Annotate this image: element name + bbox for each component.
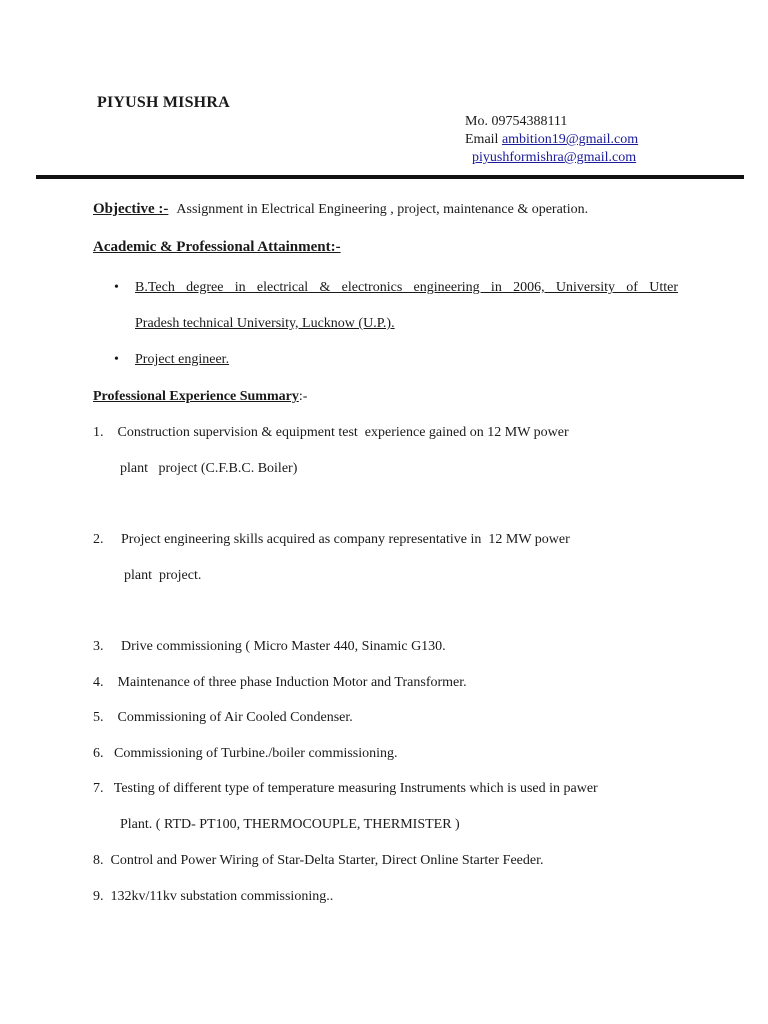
experience-item-4: 4. Maintenance of three phase Induction Motor and Transformer. <box>93 675 467 690</box>
academic-item-degree-line1: B.Tech degree in electrical & electronics engineering in 2006, University of Utter <box>135 280 678 295</box>
experience-heading-row <box>93 389 307 405</box>
experience-item-2-line2: plant project. <box>124 568 202 583</box>
experience-item-1-line2: plant project (C.F.B.C. Boiler) <box>120 461 298 476</box>
academic-item-role: Project engineer. <box>135 352 230 367</box>
objective-label: Objective :- <box>93 201 169 217</box>
email-link-primary[interactable]: ambition19@gmail.com <box>501 132 639 147</box>
experience-item-3: 3. Drive commissioning ( Micro Master 440, Sinamic G130. <box>93 639 446 654</box>
candidate-name: PIYUSH MISHRA <box>97 94 230 111</box>
academic-heading: Academic & Professional Attainment:- <box>93 239 341 255</box>
email-row-secondary <box>465 149 638 167</box>
mobile-number: Mo. 09754388111 <box>465 114 568 129</box>
resume-page: PIYUSH MISHRA Mo. 09754388111 Email ambition19@gmail.com piyushformishra@gmail.com Objective :- Assignment in Electrical Engineering , project, maintenance & operation. Academic & Professional Attainment:- • B.Tech degree in electrical & electronics engineering in 2006, University of Utter Pradesh technical University, Lucknow (U.P.). • Project engineer. Professional Experience Summary:- 1. Construction supervision & equipment test experience gained on 12 MW power plant project (C.F.B.C. Boiler) 2. Project engineering skills acquired as company representative in 12 MW power plant project. 3. Drive commissioning ( Micro Master 440, Sinamic G130. 4. Maintenance of three phase Induction Motor and Transformer. 5. Commissioning of Air Cooled Condenser. 6. Commissioning of Turbine./boiler commissioning. 7. Testing of different type of temperature measuring Instruments which is used in pawer Plant. ( RTD- PT100, THERMOCOUPLE, THERMISTER ) 8. Control and Power Wiring of Star-Delta Starter, Direct Online Starter Feeder. 9. 132kv/11kv substation commissioning.. <box>0 0 768 1024</box>
experience-heading: Professional Experience Summary <box>93 389 299 404</box>
objective-text: Assignment in Electrical Engineering , project, maintenance & operation. <box>176 202 589 217</box>
email-label: Email <box>465 132 499 147</box>
academic-item-degree-line2: Pradesh technical University, Lucknow (U.P.). <box>135 316 395 331</box>
experience-item-6: 6. Commissioning of Turbine./boiler commissioning. <box>93 746 398 761</box>
experience-item-1-line1: 1. Construction supervision & equipment test experience gained on 12 MW power <box>93 425 569 440</box>
email-row <box>465 131 638 149</box>
experience-heading-suffix: :- <box>298 389 308 404</box>
experience-item-7-line2: Plant. ( RTD- PT100, THERMOCOUPLE, THERMISTER ) <box>120 817 460 832</box>
objective-section <box>93 201 588 218</box>
header-divider <box>36 175 744 179</box>
experience-item-2-line1: 2. Project engineering skills acquired as company representative in 12 MW power <box>93 532 570 547</box>
contact-block <box>465 113 638 167</box>
experience-item-8: 8. Control and Power Wiring of Star-Delta Starter, Direct Online Starter Feeder. <box>93 853 544 868</box>
experience-item-5: 5. Commissioning of Air Cooled Condenser. <box>93 710 353 725</box>
experience-item-9: 9. 132kv/11kv substation commissioning.. <box>93 889 334 904</box>
email-link-secondary[interactable]: piyushformishra@gmail.com <box>472 150 637 165</box>
experience-item-7-line1: 7. Testing of different type of temperature measuring Instruments which is used in pawer <box>93 781 598 796</box>
